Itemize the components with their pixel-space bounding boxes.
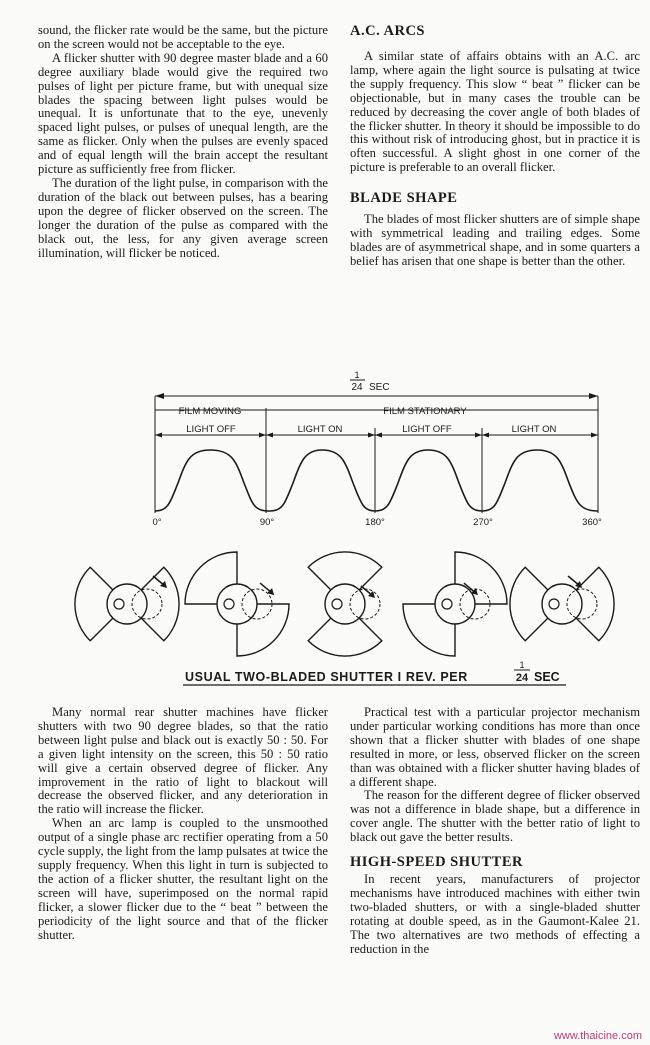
film-moving-label: FILM MOVING: [178, 406, 242, 417]
caption-numerator: 1: [519, 660, 525, 670]
arrow-left-icon: [266, 433, 273, 438]
angle-label-180: 180°: [365, 517, 385, 528]
shaft-icon: [442, 599, 452, 609]
shutter-timing-diagram: [0, 368, 650, 690]
text-column-bottom-left: [38, 706, 328, 942]
arrow-right-icon: [475, 433, 482, 438]
paragraph: The duration of the light pulse, in comparison with the duration of the black out between pulses, has a bearing upon the degree of flicker observed on the screen. The longer the duration of the pulse as compared with the black out, the less, for any given average screen illumination, will flicker be noticed.: [38, 175, 328, 260]
caption-unit: SEC: [534, 670, 560, 684]
shutter-hub: [107, 584, 147, 624]
text-column-bottom-right: [350, 706, 640, 957]
paragraph: The blades of most flicker shutters are of simple shape with symmetrical leading and trailing edges. Some blades are of asymmetrical shape, and in some quarters a belief has arisen that one shape is better than the other.: [350, 212, 640, 268]
shaft-icon: [549, 599, 559, 609]
arrow-left-icon: [155, 433, 162, 438]
text-column-top-left: [38, 24, 328, 260]
caption-denominator: 24: [515, 672, 529, 684]
shutter-disc: [403, 552, 507, 656]
light-on-label: LIGHT ON: [297, 424, 343, 435]
shaft-icon: [332, 599, 342, 609]
angle-label-270: 270°: [473, 517, 493, 528]
paragraph: The reason for the different degree of flicker observed was not a difference in blade shape, but a difference in cover angle. The shutter with the better ratio of light to black out gave the better results.: [350, 788, 640, 845]
shutter-hub: [217, 584, 257, 624]
paragraph: A similar state of affairs obtains with an A.C. arc lamp, where again the light source is pulsating at twice the supply frequency. This slow “ beat ” flicker can be objectionable, but in many cases the trouble can be reduced by decreasing the cover angle of both blades of the flicker shutter. In theory it should be impossible to do this without risk of introducing ghost, but in practice it is often successful. A slight ghost in one corner of the picture is preferable to an overall flicker.: [350, 49, 640, 175]
light-off-label: LIGHT OFF: [402, 424, 452, 435]
shutter-disc: [75, 567, 179, 641]
angle-label-90: 90°: [259, 517, 275, 528]
shaft-icon: [114, 599, 124, 609]
period-unit: SEC: [369, 382, 390, 393]
text-column-top-right: [350, 22, 640, 269]
paragraph: In recent years, manufacturers of projector mechanisms have introduced machines with either twin two-bladed shutters, or with a single-bladed shutter rotating at double speed, as in the Gaumont-Kalee 21. The two alternatives are two methods of effecting a reduction in the: [350, 872, 640, 956]
shutter-hub: [435, 584, 475, 624]
paragraph: When an arc lamp is coupled to the unsmoothed output of a single phase arc rectifier operating from a 50 cycle supply, the light from the lamp pulsates at twice the supply frequency. When this light in turn is subjected to the action of a flicker shutter, the resultant light on the screen will have, superimposed on the normal rapid flicker, a slower flicker due to the “ beat ” between the periodicity of the light source and that of the flicker shutter.: [38, 816, 328, 942]
shutter-disc: [185, 552, 289, 656]
watermark: www.thaicine.com: [553, 1030, 642, 1042]
shutter-disc: [510, 567, 614, 641]
arrow-left-icon: [155, 393, 164, 399]
period-numerator: 1: [354, 370, 360, 380]
section-heading-ac-arcs: A.C. ARCS: [350, 23, 425, 39]
angle-label-0: 0°: [152, 517, 162, 528]
film-stationary-label: FILM STATIONARY: [383, 406, 467, 417]
shutter-hub: [325, 584, 365, 624]
light-off-label: LIGHT OFF: [186, 424, 236, 435]
shutter-disc: [308, 552, 382, 656]
shaft-icon: [224, 599, 234, 609]
paragraph: Many normal rear shutter machines have flicker shutters with two 90 degree blades, so that the ratio between light pulse and black out is exactly 50 : 50. For a given light intensity on the screen, this 50 : 50 ratio will give a certain observed degree of flicker. Any improvement in the ratio of light to blackout will decrease the observed flicker, and any deterioration in the ratio will increase the flicker.: [38, 705, 328, 817]
arrow-right-icon: [589, 393, 598, 399]
arrow-right-icon: [259, 433, 266, 438]
angle-label-360: 360°: [582, 517, 602, 528]
arrow-right-icon: [368, 433, 375, 438]
section-heading-high-speed-shutter: HIGH-SPEED SHUTTER: [350, 854, 523, 871]
paragraph: sound, the flicker rate would be the same, but the picture on the screen would not be acceptable to the eye.: [38, 23, 328, 51]
period-denominator: 24: [351, 382, 363, 393]
paragraph: A flicker shutter with 90 degree master blade and a 60 degree auxiliary blade would give the required two pulses of light per picture frame, but with unequal size blades the spacing between light pulses would be unequal. It is unfortunate that to the eye, unevenly spaced light pulses, or pulses of unequal length, are the same as flicker. Only when the pulses are evenly spaced and of equal length will the brain accept the resultant picture as sufficiently free from flicker.: [38, 50, 328, 177]
paragraph: Practical test with a particular projector mechanism under particular working conditions has more than once shown that a flicker shutter with blades of one shape resulted in more, or less, observed flicker on the screen than was obtained with a flicker shutter having blades of a different shape.: [350, 705, 640, 789]
arrow-right-icon: [591, 433, 598, 438]
shutter-hub: [542, 584, 582, 624]
arrow-left-icon: [375, 433, 382, 438]
light-intensity-curve: [155, 450, 598, 511]
section-heading-blade-shape: BLADE SHAPE: [350, 190, 458, 207]
arrow-left-icon: [482, 433, 489, 438]
shutter-sequence: [75, 552, 614, 656]
light-on-label: LIGHT ON: [511, 424, 557, 435]
caption-main: USUAL TWO-BLADED SHUTTER I REV. PER: [185, 670, 468, 684]
